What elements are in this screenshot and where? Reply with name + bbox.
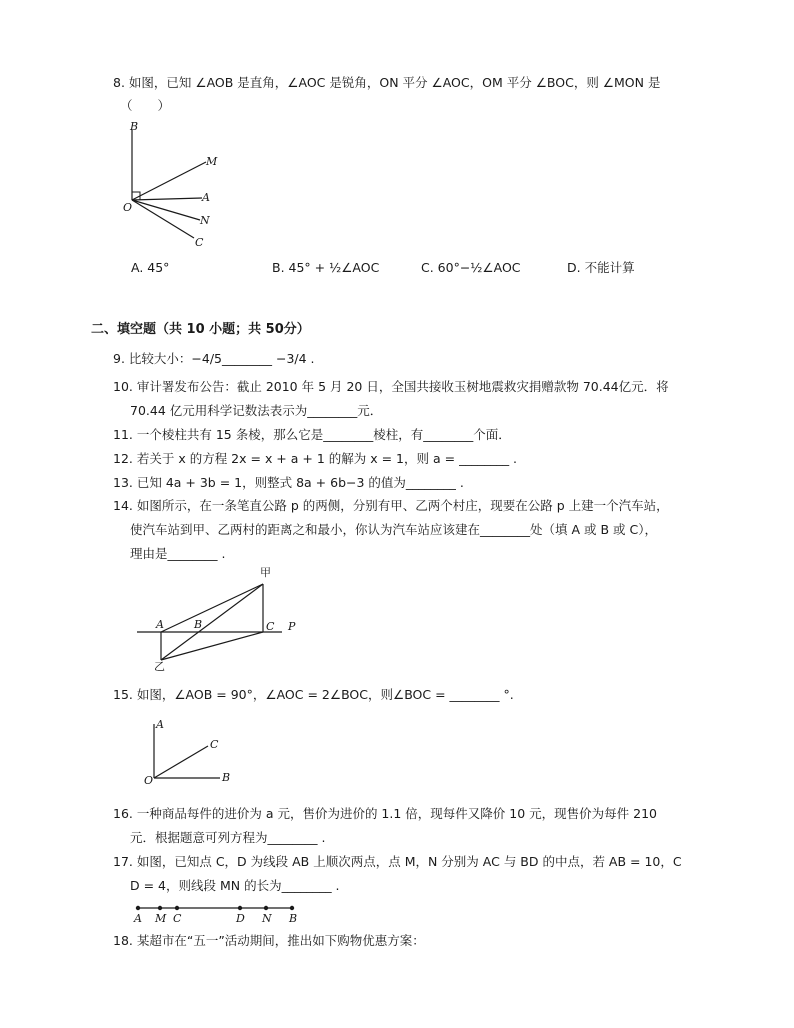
q8-option-c: C. 60°−½∠AOC (421, 260, 521, 275)
q8-option-b: B. 45° + ½∠AOC (272, 260, 380, 275)
q8-label-o: O (123, 201, 133, 214)
q14-label-c: C (266, 620, 275, 633)
q17-line1: 17. 如图，已知点 C，D 为线段 AB 上顺次两点，点 M，N 分别为 AC 与 BD 的中点，若 AB = 10，C (113, 854, 682, 869)
q15-label-o: O (144, 774, 154, 786)
q14-label-jia: 甲 (260, 566, 271, 579)
q8-label-m: M (206, 155, 218, 168)
q10-line2: 70.44 亿元用科学记数法表示为________元． (130, 403, 383, 418)
q14-label-p: P (288, 620, 296, 633)
q17-label-m: M (155, 912, 167, 925)
q14-figure (132, 564, 312, 674)
q10-line1: 10. 审计署发布公告：截止 2010 年 5 月 20 日，全国共接收玉树地震救灾捐赠款物 70.44亿元．将 (113, 379, 669, 394)
q17-label-b: B (289, 912, 298, 925)
q12-text: 12. 若关于 x 的方程 2x = x + a + 1 的解为 x = 1，则 a = ________ . (113, 451, 518, 466)
q15-label-a: A (156, 718, 164, 731)
q8-label-n: N (200, 214, 210, 227)
q15-figure (140, 716, 240, 786)
q17-label-a: A (134, 912, 142, 925)
section-2-title: 二、填空题（共 10 小题；共 50分） (91, 322, 310, 337)
q18-text: 18. 某超市在“五一”活动期间，推出如下购物优惠方案： (113, 933, 425, 948)
q8-label-b: B (130, 120, 139, 133)
q8-figure (118, 118, 228, 253)
q8-option-d: D. 不能计算 (567, 260, 635, 275)
q9-text: 9. 比较大小：−4/5________ −3/4 . (113, 351, 315, 366)
q8-line1: 8. 如图，已知 ∠AOB 是直角，∠AOC 是锐角，ON 平分 ∠AOC，OM 平分 ∠BOC，则 ∠MON 是 (113, 75, 661, 90)
q16-line1: 16. 一种商品每件的进价为 a 元，售价为进价的 1.1 倍，现每件又降价 10 元，现售价为每件 210 (113, 806, 657, 821)
q15-label-c: C (210, 738, 219, 751)
q17-label-c: C (173, 912, 182, 925)
q13-text: 13. 已知 4a + 3b = 1，则整式 8a + 6b−3 的值为________ . (113, 475, 464, 490)
q8-line2: （ ） (120, 98, 171, 113)
q14-line3: 理由是________ . (130, 546, 226, 561)
q17-figure (130, 900, 310, 928)
q14-label-b: B (194, 618, 203, 631)
q11-text: 11. 一个棱柱共有 15 条棱，那么它是________棱柱，有________个面． (113, 427, 511, 442)
q14-line2: 使汽车站到甲、乙两村的距离之和最小，你认为汽车站应该建在________处（填 A 或 B 或 C）， (130, 522, 657, 537)
q14-label-yi: 乙 (154, 660, 165, 673)
q14-line1: 14. 如图所示，在一条笔直公路 p 的两侧，分别有甲、乙两个村庄，现要在公路 p 上建一个汽车站， (113, 498, 669, 513)
q16-line2: 元．根据题意可列方程为________ . (130, 830, 326, 845)
q8-option-a: A. 45° (131, 260, 170, 275)
q15-text: 15. 如图，∠AOB = 90°，∠AOC = 2∠BOC，则∠BOC = ________ °. (113, 687, 514, 702)
q8-label-a: A (202, 191, 210, 204)
q15-label-b: B (222, 771, 231, 784)
q8-label-c: C (195, 236, 204, 249)
q17-label-d: D (236, 912, 245, 925)
q17-label-n: N (262, 912, 272, 925)
q14-label-a: A (156, 618, 164, 631)
q17-line2: D = 4，则线段 MN 的长为________ . (130, 878, 340, 893)
